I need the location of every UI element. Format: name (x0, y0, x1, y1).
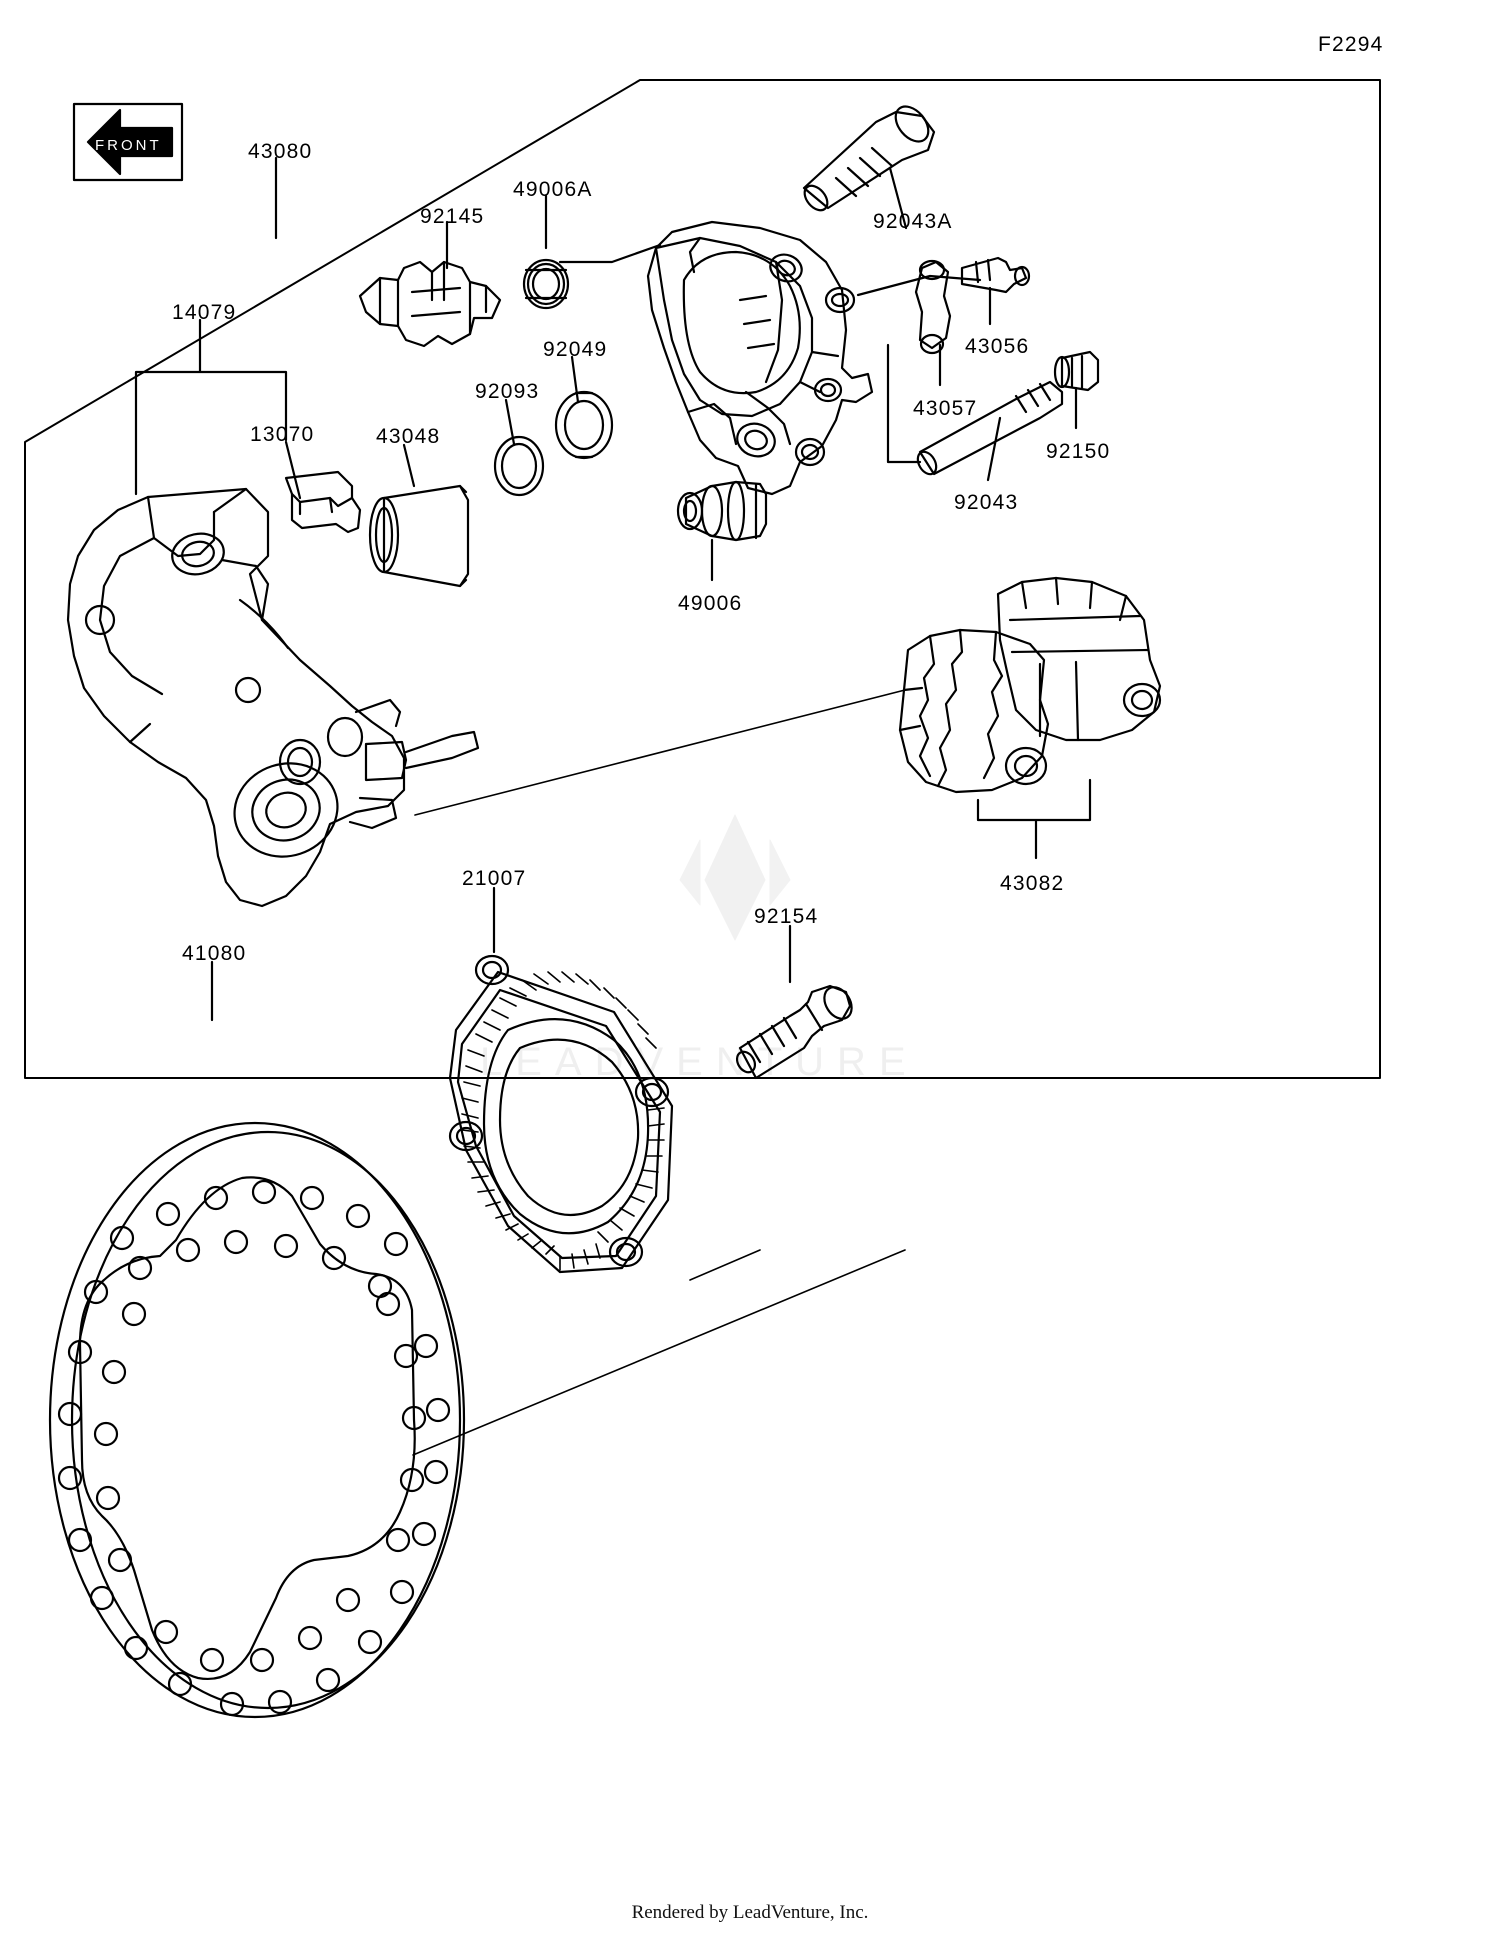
figure-number: F2294 (1318, 33, 1384, 56)
callout-92145: 92145 (420, 205, 485, 228)
callout-92043a: 92043A (873, 210, 953, 233)
callout-92150: 92150 (1046, 440, 1111, 463)
callout-43048: 43048 (376, 425, 441, 448)
callout-13070: 13070 (250, 423, 315, 446)
callout-41080: 41080 (182, 942, 247, 965)
callout-92093: 92093 (475, 380, 540, 403)
callout-43080: 43080 (248, 140, 313, 163)
callout-21007: 21007 (462, 867, 527, 890)
callout-14079: 14079 (172, 301, 237, 324)
callout-43082: 43082 (1000, 872, 1065, 895)
callout-49006a: 49006A (513, 178, 593, 201)
callout-92049: 92049 (543, 338, 608, 361)
render-credit: Rendered by LeadVenture, Inc. (631, 1902, 869, 1923)
callout-92043: 92043 (954, 491, 1019, 514)
watermark-text: LEADVENTURE (480, 1040, 919, 1084)
callout-43056: 43056 (965, 335, 1030, 358)
callout-43057: 43057 (913, 397, 978, 420)
callout-49006: 49006 (678, 592, 743, 615)
callout-92154: 92154 (754, 905, 819, 928)
svg-text:FRONT: FRONT (95, 137, 162, 154)
